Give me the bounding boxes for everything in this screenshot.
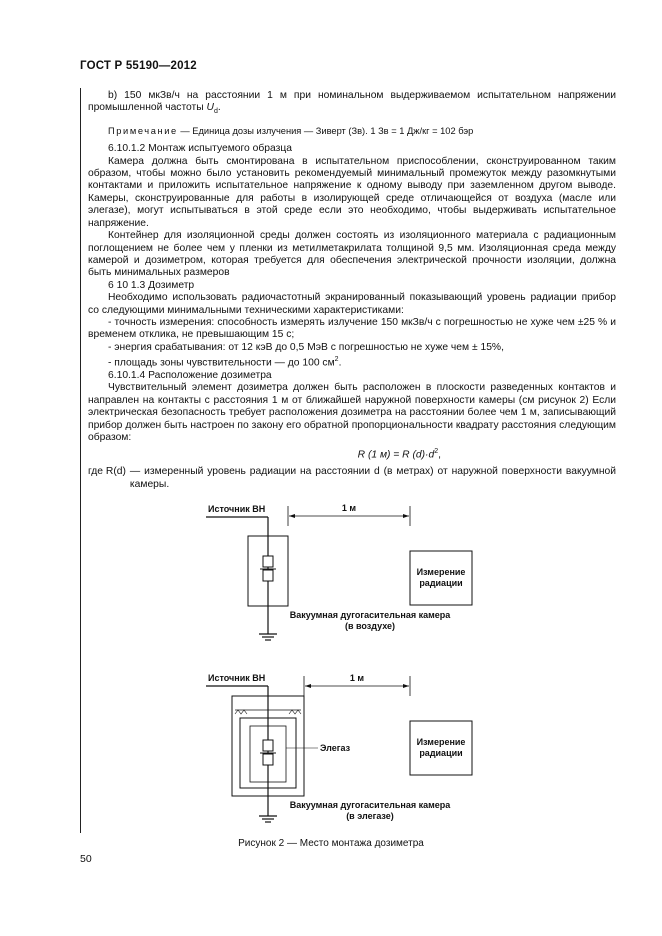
note-label: Примечание — [108, 125, 178, 136]
diagram-air — [206, 503, 472, 640]
ground-icon — [259, 634, 277, 640]
meter-label-1: Измерение — [416, 737, 466, 747]
paragraph-container: Контейнер для изоляционной среды должен состоять из изоляционного материала с радиационным поглощением не более чем у пленки из метилметакрилата толщиной 9,5 мм. Изоляционная среда между камерой и дозиметром, которая требуется для обеспечения электрической прочности изоляции, должна быть минимальных размеров — [88, 230, 616, 279]
paragraph-mounting: Камера должна быть смонтирована в испытательном приспособлении, сконструированном таким образом, чтобы можно было установить рекомендуемый минимальный промежуток между разомкнутыми контактами и приложить испытательное напряжение к одному выводу при заземленном другом выводе. Камеры, сконструированные для работы в изолирующей среде отличающейся от воздуха (масле или элегазе), могут испытываться в этой среде если это необходимо, чтобы выдерживать испытательное напряжение. — [88, 155, 616, 229]
arrow-right — [403, 684, 409, 688]
list-item-b-text: b) 150 мкЗв/ч на расстоянии 1 м при номинальном выдерживаемом испытательном напряжении промышленной частоты — [88, 90, 616, 114]
section-heading-6-10-1-2: 6.10.1.2 Монтаж испытуемого образца — [108, 143, 292, 155]
document-body — [88, 90, 616, 491]
upper-contact — [263, 740, 273, 751]
formula — [88, 446, 616, 462]
voltage-symbol: U — [206, 102, 214, 114]
hv-source-label: Источник ВН — [208, 673, 266, 683]
lower-contact — [263, 570, 273, 581]
formula-legend-symbol: где R(d) — [88, 466, 126, 478]
list-item-b-end: . — [217, 102, 221, 114]
distance-label: 1 м — [349, 673, 365, 683]
bullet-energy: - энергия срабатывания: от 12 кэВ до 0,5 МэВ с погрешностью не хуже чем ± 15%, — [108, 341, 504, 353]
meter-label-2: радиации — [419, 748, 463, 758]
section-heading-6-10-1-4: 6.10.1.4 Расположение дозиметра — [108, 370, 272, 381]
formula-legend — [88, 466, 616, 491]
hv-source-label: Источник ВН — [208, 504, 266, 514]
voltage-subscript: d — [213, 108, 218, 116]
paragraph-location: Чувствительный элемент дозиметра должен быть расположен в плоскости разведенных контактов и направлен на контакты с расстояния 1 м от ближайшей наружной поверхности камеры (см рисунок 2) Если электрическая безопасность требует расположения дозиметра на расстоянии более чем 1 м, записывающий прибор должен быть настроен по закону его обратной пропорциональности квадрату расстояния следующим образом: — [88, 382, 616, 444]
diagram-sf6 — [206, 673, 472, 822]
upper-contact — [263, 556, 273, 567]
formula-end: , — [438, 449, 441, 461]
paragraph-dosimeter: Необходимо использовать радиочастотный экранированный показывающий уровень радиации прибор со следующими минимальными техническими характеристиками: — [88, 292, 616, 316]
note — [88, 125, 616, 137]
chamber-caption-2: (в воздухе) — [344, 621, 396, 631]
chamber-caption-1: Вакуумная дугогасительная камера — [289, 610, 451, 620]
margin-rule — [80, 88, 81, 833]
gas-label: Элегаз — [320, 743, 351, 753]
formula-text: R (1 м) = R (d)·d — [357, 449, 435, 461]
bullet-accuracy: - точность измерения: способность измерять излучение 150 мкЗв/ч с погрешностью не хуже чем ±25 % и временем отклика, не превышающим 15 с; — [88, 316, 616, 341]
bullet-area-end: . — [338, 357, 342, 369]
dosimeter-diagram — [170, 496, 490, 831]
page-number: 50 — [80, 853, 92, 865]
note-text: — Единица дозы излучения — Зиверт (Зв). 1 Зв = 1 Дж/кг = 102 бэр — [177, 125, 474, 136]
bullet-area-text: - площадь зоны чувствительности — до 100 см — [108, 357, 335, 369]
document-header: ГОСТ Р 55190—2012 — [80, 60, 197, 72]
figure-2 — [170, 496, 490, 831]
arrow-left — [305, 684, 311, 688]
ground-icon — [259, 816, 277, 822]
formula-sup: 2 — [434, 448, 439, 456]
formula-legend-text: — измеренный уровень радиации на расстоянии d (в метрах) от наружной поверхности вакуумной камеры. — [129, 466, 616, 490]
arrow-right — [403, 514, 409, 518]
figure-caption: Рисунок 2 — Место монтажа дозиметра — [238, 838, 424, 849]
meter-label-2: радиации — [419, 578, 463, 588]
distance-label: 1 м — [341, 503, 357, 513]
meter-label-1: Измерение — [416, 567, 466, 577]
arrow-left — [289, 514, 295, 518]
lower-contact — [263, 754, 273, 765]
list-item-b — [88, 90, 616, 119]
section-heading-6-10-1-3: 6 10 1.3 Дозиметр — [108, 279, 195, 291]
bullet-area-sup: 2 — [334, 356, 339, 364]
chamber-caption-1: Вакуумная дугогасительная камера — [289, 800, 451, 810]
chamber-caption-2: (в элегазе) — [346, 811, 394, 821]
bullet-area — [88, 354, 616, 370]
